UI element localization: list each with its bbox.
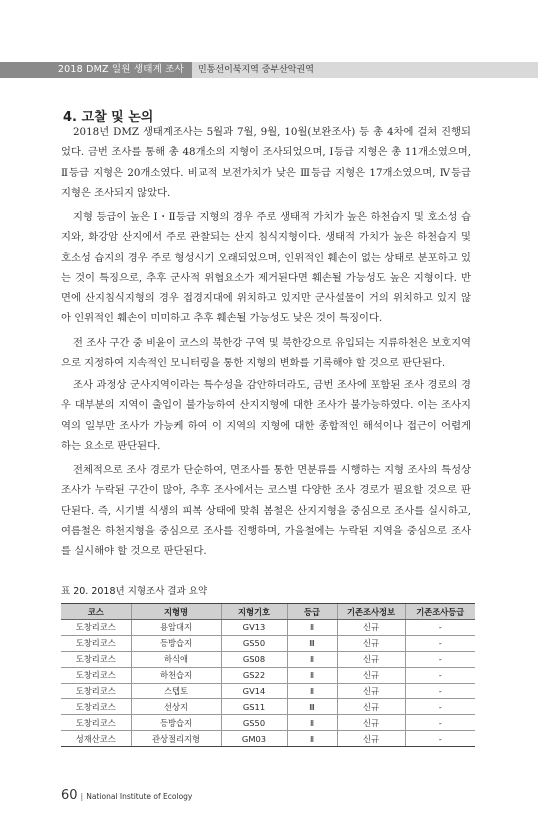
cell-course: 도창리코스: [61, 683, 131, 699]
table-row: [61, 651, 475, 667]
page-footer: [61, 784, 192, 803]
page-number: 60: [61, 788, 78, 803]
cell-landform-code: GM03: [221, 731, 287, 747]
cell-prior-grade: -: [405, 683, 475, 699]
cell-landform-name: 용암대지: [131, 620, 221, 636]
table-row: [61, 667, 475, 683]
cell-grade: Ⅱ: [287, 620, 337, 636]
cell-grade: Ⅱ: [287, 731, 337, 747]
paragraph-3: 전 조사 구간 중 비윤이 코스의 북한강 구역 및 북한강으로 유입되는 지류하천은 보호지역으로 지정하여 지속적인 모니터링을 통한 지형의 변화를 기록해야 할 것으로 판단된다.: [61, 337, 471, 370]
col-header-course: 코스: [61, 604, 131, 620]
cell-landform-code: GS08: [221, 651, 287, 667]
table-header-row: [61, 604, 475, 620]
section-heading: 4. 고찰 및 논의: [63, 110, 154, 125]
cell-landform-name: 하식애: [131, 651, 221, 667]
cell-prior-info: 신규: [337, 731, 405, 747]
cell-landform-name: 선상지: [131, 699, 221, 715]
footer-institute: National Institute of Ecology: [86, 792, 193, 801]
footer-separator: |: [80, 792, 84, 801]
cell-prior-grade: -: [405, 635, 475, 651]
paragraph-5: 전체적으로 조사 경로가 단순하여, 면조사를 통한 면분류를 시행하는 지형 조사의 특성상 조사가 누락된 구간이 많아, 추후 조사에서는 코스별 다양한 조사 경로가 필요할 것으로 판단된다. 즉, 시기별 식생의 피복 상태에 맞춰 봄철은 산지지형을 중심으로 조사를 실시하고, 여름철은 하천지형을 중심으로 조사를 진행하며, 가을철에는 누락된 지역을 중심으로 조사를 실시해야 할 것으로 판단된다.: [61, 464, 471, 558]
cell-prior-info: 신규: [337, 699, 405, 715]
cell-grade: Ⅱ: [287, 683, 337, 699]
table-row: [61, 635, 475, 651]
table-row: [61, 715, 475, 731]
cell-course: 성재산코스: [61, 731, 131, 747]
cell-grade: Ⅱ: [287, 667, 337, 683]
table-row: [61, 731, 475, 747]
cell-landform-code: GS50: [221, 635, 287, 651]
cell-landform-name: 스텝토: [131, 683, 221, 699]
cell-course: 도창리코스: [61, 620, 131, 636]
cell-course: 도창리코스: [61, 667, 131, 683]
cell-landform-name: 등방습지: [131, 715, 221, 731]
cell-course: 도창리코스: [61, 715, 131, 731]
cell-prior-grade: -: [405, 699, 475, 715]
col-header-prior-info: 기존조사정보: [337, 604, 405, 620]
cell-grade: Ⅱ: [287, 651, 337, 667]
cell-course: 도창리코스: [61, 699, 131, 715]
col-header-landform-code: 지형기호: [221, 604, 287, 620]
cell-landform-code: GV14: [221, 683, 287, 699]
cell-landform-code: GS11: [221, 699, 287, 715]
paragraph-4: 조사 과정상 군사지역이라는 특수성을 감안하더라도, 금번 조사에 포함된 조사 경로의 경우 대부분의 지역이 출입이 불가능하여 산지지형에 대한 조사가 불가능하였다. 이는 조사지역의 일부만 조사가 가능케 하여 이 지역의 지형에 대한 종합적인 해석이나 접근이 어렵게 하는 요소로 판단된다.: [61, 379, 472, 452]
cell-prior-grade: -: [405, 651, 475, 667]
cell-grade: Ⅱ: [287, 715, 337, 731]
col-header-grade: 등급: [287, 604, 337, 620]
cell-landform-code: GV13: [221, 620, 287, 636]
paragraph-2: 지형 등급이 높은 Ⅰ・Ⅱ등급 지형의 경우 주로 생태적 가치가 높은 하천습지 및 호소성 습지와, 화강암 산지에서 주로 관찰되는 산지 침식지형이다. 생태적 가치가 높은 하천습지 및 호소성 습지의 경우 주로 형성시기 오래되었으며, 인위적인 훼손이 없는 상태로 분포하고 있는 것이 특징으로, 추후 군사적 위협요소가 제거된다면 훼손될 가능성도 높은 지형이다. 반면에 산지침식지형의 경우 접경지대에 위치하고 있지만 군사설물이 거의 위치하고 있지 않아 인위적인 훼손이 미미하고 추후 훼손될 가능성도 낮은 것이 특징이다.: [61, 211, 471, 325]
cell-landform-name: 등방습지: [131, 635, 221, 651]
cell-prior-grade: -: [405, 731, 475, 747]
paragraph-1: 2018년 DMZ 생태계조사는 5월과 7월, 9월, 10월(보완조사) 등 총 4차에 걸쳐 진행되었다. 금번 조사를 통해 총 48개소의 지형이 조사되었으며, Ⅰ등급 지형은 총 11개소였으며, Ⅱ등급 지형은 20개소였다. 비교적 보전가치가 낮은 Ⅲ등급 지형은 17개소였으며, Ⅳ등급 지형은 조사되지 않았다.: [61, 126, 471, 199]
cell-prior-info: 신규: [337, 635, 405, 651]
col-header-landform-name: 지형명: [131, 604, 221, 620]
table-row: [61, 683, 475, 699]
cell-prior-info: 신규: [337, 651, 405, 667]
cell-prior-info: 신규: [337, 715, 405, 731]
cell-landform-name: 하천습지: [131, 667, 221, 683]
cell-prior-grade: -: [405, 620, 475, 636]
cell-prior-info: 신규: [337, 683, 405, 699]
cell-grade: Ⅲ: [287, 635, 337, 651]
cell-landform-code: GS50: [221, 715, 287, 731]
cell-grade: Ⅲ: [287, 699, 337, 715]
cell-prior-grade: -: [405, 715, 475, 731]
cell-landform-code: GS22: [221, 667, 287, 683]
header-series-label: 2018 DMZ 일원 생태계 조사: [0, 62, 192, 78]
cell-prior-info: 신규: [337, 667, 405, 683]
table-caption: 표 20. 2018년 지형조사 결과 요약: [61, 586, 208, 597]
cell-course: 도창리코스: [61, 635, 131, 651]
cell-landform-name: 관상절리지형: [131, 731, 221, 747]
col-header-prior-grade: 기존조사등급: [405, 604, 475, 620]
cell-prior-info: 신규: [337, 620, 405, 636]
table-row: [61, 620, 475, 636]
table-row: [61, 699, 475, 715]
survey-summary-table: [61, 603, 475, 747]
header-section-label: 민통선이북지역 중부산악권역: [192, 62, 538, 78]
cell-course: 도창리코스: [61, 651, 131, 667]
running-header: [0, 62, 538, 78]
cell-prior-grade: -: [405, 667, 475, 683]
